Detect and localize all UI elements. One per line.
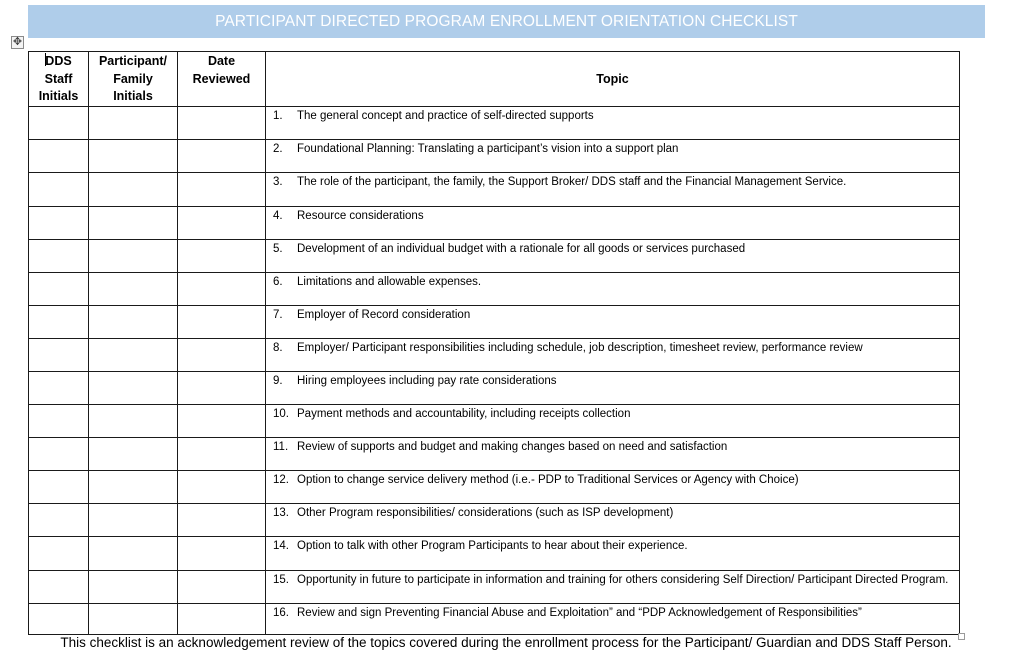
checklist-row <box>29 305 960 338</box>
topic-number: 8. <box>273 341 283 354</box>
date-reviewed-cell[interactable] <box>178 470 266 503</box>
topic-cell[interactable] <box>266 437 960 470</box>
dds-staff-initials-cell[interactable] <box>29 338 89 371</box>
topic-number: 14. <box>273 539 289 552</box>
topic-text: Employer/ Participant responsibilities including schedule, job description, timesheet review, performance review <box>297 341 863 354</box>
dds-staff-initials-cell[interactable] <box>29 570 89 603</box>
table-resize-handle-icon[interactable] <box>958 633 965 640</box>
topic-number: 16. <box>273 606 289 619</box>
header-topic[interactable]: Topic <box>266 52 960 107</box>
topic-item <box>273 109 953 123</box>
topic-cell[interactable] <box>266 570 960 603</box>
topic-item <box>273 374 953 388</box>
topic-number: 12. <box>273 473 289 486</box>
topic-number: 4. <box>273 209 283 222</box>
participant-family-initials-cell[interactable] <box>89 239 178 272</box>
topic-cell[interactable] <box>266 404 960 437</box>
participant-family-initials-cell[interactable] <box>89 470 178 503</box>
topic-item <box>273 275 953 289</box>
participant-family-initials-cell[interactable] <box>89 536 178 570</box>
topic-number: 10. <box>273 407 289 420</box>
checklist-row <box>29 239 960 272</box>
topic-cell[interactable] <box>266 172 960 206</box>
topic-cell[interactable] <box>266 503 960 536</box>
checklist-row <box>29 470 960 503</box>
participant-family-initials-cell[interactable] <box>89 206 178 239</box>
checklist-row <box>29 603 960 634</box>
date-reviewed-cell[interactable] <box>178 570 266 603</box>
dds-staff-initials-cell[interactable] <box>29 437 89 470</box>
checklist-row <box>29 272 960 305</box>
topic-number: 11. <box>273 440 289 453</box>
topic-item <box>273 242 953 256</box>
dds-staff-initials-cell[interactable] <box>29 371 89 404</box>
dds-staff-initials-cell[interactable] <box>29 239 89 272</box>
topic-number: 15. <box>273 573 289 586</box>
topic-cell[interactable] <box>266 272 960 305</box>
dds-staff-initials-cell[interactable] <box>29 106 89 139</box>
dds-staff-initials-cell[interactable] <box>29 272 89 305</box>
checklist-row <box>29 437 960 470</box>
participant-family-initials-cell[interactable] <box>89 338 178 371</box>
header-dds-staff-initials[interactable]: DDS Staff Initials <box>29 52 89 107</box>
topic-item <box>273 539 953 553</box>
topic-item <box>273 341 953 355</box>
participant-family-initials-cell[interactable] <box>89 603 178 634</box>
topic-item <box>273 175 953 189</box>
topic-item <box>273 440 953 454</box>
checklist-body <box>29 106 960 634</box>
dds-staff-initials-cell[interactable] <box>29 470 89 503</box>
date-reviewed-cell[interactable] <box>178 404 266 437</box>
topic-text: Option to change service delivery method (i.e.- PDP to Traditional Services or Agency with Choice) <box>297 473 799 486</box>
date-reviewed-cell[interactable] <box>178 206 266 239</box>
checklist-row <box>29 106 960 139</box>
table-move-handle-icon[interactable]: ✥ <box>12 36 23 48</box>
dds-staff-initials-cell[interactable] <box>29 206 89 239</box>
dds-staff-initials-cell[interactable] <box>29 503 89 536</box>
topic-cell[interactable] <box>266 338 960 371</box>
date-reviewed-cell[interactable] <box>178 503 266 536</box>
topic-cell[interactable] <box>266 239 960 272</box>
participant-family-initials-cell[interactable] <box>89 272 178 305</box>
participant-family-initials-cell[interactable] <box>89 139 178 172</box>
participant-family-initials-cell[interactable] <box>89 503 178 536</box>
topic-text: The role of the participant, the family, the Support Broker/ DDS staff and the Financial Management Service. <box>297 175 847 188</box>
topic-item <box>273 606 953 620</box>
checklist-row <box>29 536 960 570</box>
dds-staff-initials-cell[interactable] <box>29 305 89 338</box>
dds-staff-initials-cell[interactable] <box>29 603 89 634</box>
topic-item <box>273 506 953 520</box>
topic-text: The general concept and practice of self-directed supports <box>297 109 594 122</box>
topic-text: Opportunity in future to participate in information and training for others considering Self Direction/ Participant Directed Program. <box>297 573 949 586</box>
participant-family-initials-cell[interactable] <box>89 106 178 139</box>
topic-item <box>273 407 953 421</box>
topic-text: Review of supports and budget and making changes based on need and satisfaction <box>297 440 728 453</box>
topic-cell[interactable] <box>266 371 960 404</box>
table-header-row <box>29 52 960 107</box>
topic-item <box>273 308 953 322</box>
date-reviewed-cell[interactable] <box>178 338 266 371</box>
participant-family-initials-cell[interactable] <box>89 570 178 603</box>
date-reviewed-cell[interactable] <box>178 603 266 634</box>
participant-family-initials-cell[interactable] <box>89 404 178 437</box>
checklist-row <box>29 139 960 172</box>
topic-text: Option to talk with other Program Participants to hear about their experience. <box>297 539 688 552</box>
date-reviewed-cell[interactable] <box>178 272 266 305</box>
date-reviewed-cell[interactable] <box>178 139 266 172</box>
topic-text: Employer of Record consideration <box>297 308 471 321</box>
dds-staff-initials-cell[interactable] <box>29 139 89 172</box>
date-reviewed-cell[interactable] <box>178 172 266 206</box>
topic-text: Hiring employees including pay rate considerations <box>297 374 557 387</box>
topic-number: 5. <box>273 242 283 255</box>
document-title: PARTICIPANT DIRECTED PROGRAM ENROLLMENT ORIENTATION CHECKLIST <box>28 5 985 38</box>
date-reviewed-cell[interactable] <box>178 305 266 338</box>
topic-cell[interactable] <box>266 536 960 570</box>
topic-cell[interactable] <box>266 603 960 634</box>
date-reviewed-cell[interactable] <box>178 437 266 470</box>
topic-cell[interactable] <box>266 470 960 503</box>
header-participant-family-initials[interactable]: Participant/ Family Initials <box>89 52 178 107</box>
participant-family-initials-cell[interactable] <box>89 172 178 206</box>
topic-item <box>273 209 953 223</box>
checklist-row <box>29 570 960 603</box>
topic-cell[interactable] <box>266 106 960 139</box>
checklist-row <box>29 206 960 239</box>
topic-text: Limitations and allowable expenses. <box>297 275 482 288</box>
topic-cell[interactable] <box>266 206 960 239</box>
participant-family-initials-cell[interactable] <box>89 371 178 404</box>
checklist-row <box>29 338 960 371</box>
topic-text: Development of an individual budget with a rationale for all goods or services purchased <box>297 242 746 255</box>
topic-number: 3. <box>273 175 283 188</box>
topic-item <box>273 473 953 487</box>
topic-number: 9. <box>273 374 283 387</box>
dds-staff-initials-cell[interactable] <box>29 404 89 437</box>
topic-cell[interactable] <box>266 305 960 338</box>
participant-family-initials-cell[interactable] <box>89 305 178 338</box>
footer-acknowledgement-note: This checklist is an acknowledgement review of the topics covered during the enrollment process for the Participant/ Guardian and DDS Staff Person. <box>60 635 952 650</box>
header-date-reviewed[interactable]: Date Reviewed <box>178 52 266 107</box>
topic-number: 1. <box>273 109 283 122</box>
checklist-row <box>29 503 960 536</box>
topic-text: Foundational Planning: Translating a participant’s vision into a support plan <box>297 142 679 155</box>
topic-text: Payment methods and accountability, including receipts collection <box>297 407 631 420</box>
checklist-row <box>29 371 960 404</box>
orientation-checklist-table <box>28 51 960 635</box>
topic-item <box>273 573 953 587</box>
dds-staff-initials-cell[interactable] <box>29 172 89 206</box>
dds-staff-initials-cell[interactable] <box>29 536 89 570</box>
topic-text: Other Program responsibilities/ considerations (such as ISP development) <box>297 506 674 519</box>
date-reviewed-cell[interactable] <box>178 106 266 139</box>
topic-number: 6. <box>273 275 283 288</box>
date-reviewed-cell[interactable] <box>178 371 266 404</box>
topic-number: 7. <box>273 308 283 321</box>
topic-text: Review and sign Preventing Financial Abuse and Exploitation” and “PDP Acknowledgement of Responsibilities” <box>297 606 862 619</box>
date-reviewed-cell[interactable] <box>178 239 266 272</box>
checklist-row <box>29 404 960 437</box>
checklist-row <box>29 172 960 206</box>
topic-item <box>273 142 953 156</box>
participant-family-initials-cell[interactable] <box>89 437 178 470</box>
date-reviewed-cell[interactable] <box>178 536 266 570</box>
topic-cell[interactable] <box>266 139 960 172</box>
topic-number: 13. <box>273 506 289 519</box>
topic-number: 2. <box>273 142 283 155</box>
topic-text: Resource considerations <box>297 209 424 222</box>
